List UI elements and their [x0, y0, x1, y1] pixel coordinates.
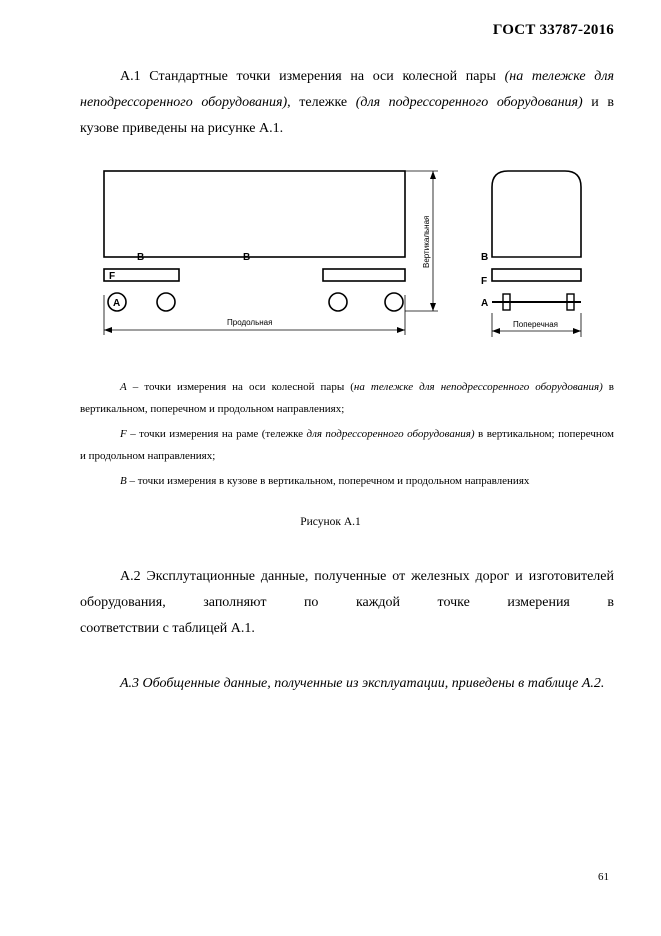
- end-label-a: A: [481, 298, 489, 309]
- bogie-frame-right: [323, 269, 405, 281]
- point-label-f: F: [109, 271, 116, 282]
- p2-line-2: соответствии с таблицей А.1.: [80, 621, 255, 636]
- legend-text: – точки измерения в кузове в вертикальном, поперечном и продольном направлениях: [126, 475, 530, 487]
- arrowhead: [430, 171, 436, 179]
- arrowhead: [430, 303, 436, 311]
- wheel: [157, 293, 175, 311]
- paragraph-a3: А.3 Обобщенные данные, полученные из эксплуатации, приведены в таблице А.2.: [120, 676, 605, 691]
- point-label-b: B: [243, 252, 251, 263]
- p1-text-2: , тележке: [287, 95, 356, 110]
- axis-label-longitudinal: Продольная: [227, 318, 273, 327]
- wheel: [385, 293, 403, 311]
- car-body-end: [492, 171, 581, 257]
- p1-italic-2: (для подрессоренного оборудования): [355, 95, 583, 110]
- legend-item-a: [80, 376, 614, 420]
- legend-italic: для подрессоренного оборудования): [306, 428, 475, 440]
- paragraph-a1: [80, 64, 614, 142]
- p2-line-1: А.2 Эксплутационные данные, полученные от железных дорог и изготовителей оборудования, заполняют по каждой точке измерения в: [80, 569, 614, 610]
- wheel: [329, 293, 347, 311]
- paragraph-a2: [80, 564, 614, 642]
- bogie-frame-end: [492, 269, 581, 281]
- end-label-b: B: [481, 252, 489, 263]
- arrowhead: [104, 327, 112, 333]
- legend-text: – точки измерения на оси колесной пары (: [126, 381, 354, 393]
- axis-label-transverse: Поперечная: [513, 320, 558, 329]
- end-label-f: F: [481, 276, 488, 287]
- legend-item-b: [80, 470, 614, 492]
- legend-item-f: [80, 423, 614, 467]
- arrowhead: [573, 328, 581, 334]
- legend-text: в вертикальном; поперечном и продольном направлениях;: [80, 428, 615, 462]
- point-label-a: A: [113, 298, 121, 309]
- figure-caption: Рисунок А.1: [300, 516, 361, 528]
- p1-text-3: и в кузове приведены на рисунке А.1.: [80, 95, 614, 136]
- page-number: 61: [598, 871, 609, 883]
- legend-italic: на тележке для неподрессоренного оборудования): [353, 381, 603, 393]
- p1-text-1: А.1 Стандартные точки измерения на оси колесной пары: [120, 69, 505, 84]
- legend-symbol-f: F: [120, 428, 127, 440]
- figure-a1-diagram: [95, 163, 595, 343]
- standard-number: ГОСТ 33787-2016: [492, 22, 614, 38]
- legend-text: в вертикальном, поперечном и продольном направлениях;: [80, 381, 615, 415]
- legend-text: – точки измерения на раме (тележке: [126, 428, 307, 440]
- legend-symbol-a: А: [120, 381, 127, 393]
- bogie-frame-left: [104, 269, 179, 281]
- car-body-side: [104, 171, 405, 257]
- arrowhead: [397, 327, 405, 333]
- axis-label-vertical: Вертикальная: [422, 215, 431, 268]
- legend-symbol-b: В: [120, 475, 127, 487]
- p1-italic-1: (на тележке для неподрессоренного оборудования): [80, 69, 614, 110]
- point-label-b: B: [137, 252, 145, 263]
- arrowhead: [492, 328, 500, 334]
